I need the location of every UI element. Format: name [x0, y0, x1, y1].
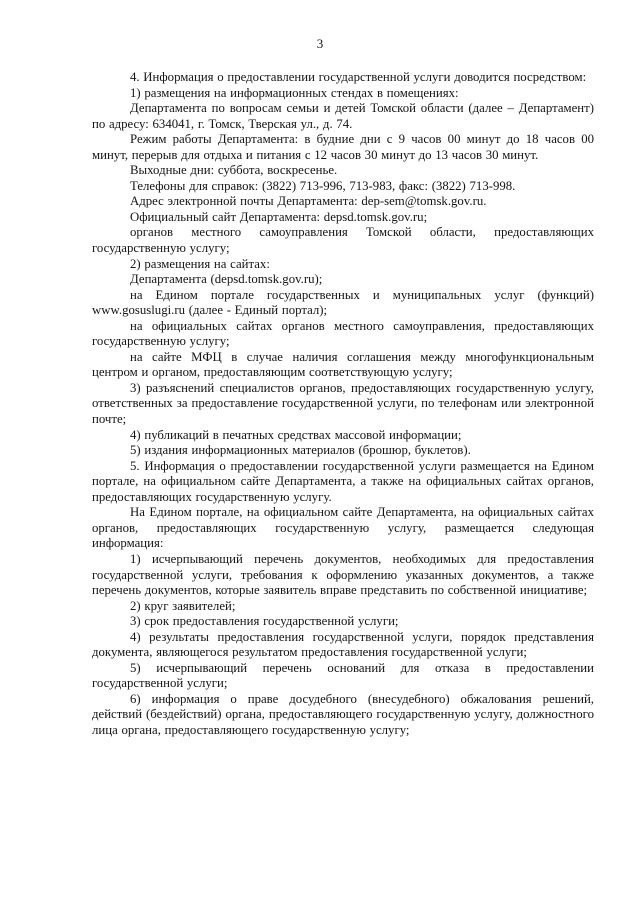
paragraph-4: 4. Информация о предоставлении государственной услуги доводится посредством: [130, 70, 587, 84]
list-item-documents: 1) исчерпывающий перечень документов, необходимых для предоставления государственной услуги, требования к оформлению указанных документов, а также перечень документов, которые заявитель вправе представить по собственной инициативе; [92, 551, 594, 598]
paragraph-portal-info: На Едином портале, на официальном сайте Департамента, на официальных сайтах органов, предоставляющих государственную услугу, размещается следующая информация: [92, 505, 594, 551]
paragraph-days-off: Выходные дни: суббота, воскресенье. [130, 163, 338, 178]
list-item-appeal: 6) информация о праве досудебного (внесудебного) обжалования решений, действий (бездействий) органа, предоставляющего государственную услугу, должностного лица органа, предоставляющего государственную услугу; [92, 691, 594, 737]
paragraph-specialists: 3) разъяснений специалистов органов, предоставляющих государственную услугу, ответственных за предоставление государственной услуги, по телефонам или электронной почте; [92, 380, 594, 427]
paragraph-mfc-site: на сайте МФЦ в случае наличия соглашения между многофункциональным центром и органом, предоставляющим соответствующую услугу; [92, 349, 594, 380]
paragraph-website: Официальный сайт Департамента: depsd.tomsk.gov.ru; [130, 209, 428, 224]
paragraph-official-sites: на официальных сайтах органов местного самоуправления, предоставляющих государственную услугу; [92, 318, 594, 349]
list-item-applicants: 2) круг заявителей; [130, 598, 236, 613]
paragraph-stands: 1) размещения на информационных стендах в помещениях: [130, 85, 459, 100]
paragraph-department-site: Департамента (depsd.tomsk.gov.ru); [130, 272, 323, 287]
paragraph-materials: 5) издания информационных материалов (брошюр, буклетов). [130, 443, 471, 458]
paragraph-sites: 2) размещения на сайтах: [130, 256, 270, 271]
list-item-refusal-grounds: 5) исчерпывающий перечень оснований для отказа в предоставлении государственной услуги; [92, 660, 594, 691]
paragraph-email: Адрес электронной почты Департамента: dep-sem@tomsk.gov.ru. [130, 194, 487, 209]
paragraph-department-address: Департамента по вопросам семьи и детей Томской области (далее – Департамент) по адресу: 634041, г. Томск, Тверская ул., д. 74. [92, 101, 594, 131]
document-body [92, 70, 594, 739]
paragraph-publications: 4) публикаций в печатных средствах массовой информации; [130, 427, 462, 442]
paragraph-phones: Телефоны для справок: (3822) 713-996, 713-983, факс: (3822) 713-998. [130, 178, 516, 193]
paragraph-unified-portal: на Едином портале государственных и муниципальных услуг (функций) www.gosuslugi.ru (далее - Единый портал); [92, 287, 594, 318]
list-item-results: 4) результаты предоставления государственной услуги, порядок представления документа, являющегося результатом предоставления государственной услуги; [92, 629, 594, 660]
list-item-term: 3) срок предоставления государственной услуги; [130, 614, 399, 629]
paragraph-5: 5. Информация о предоставлении государственной услуги размещается на Едином портале, на официальном сайте Департамента, а также на официальных сайтах органов, предоставляющих государственную услугу. [92, 458, 594, 504]
paragraph-local-authorities: органов местного самоуправления Томской области, предоставляющих государственную услугу; [92, 225, 594, 256]
page-number: 3 [316, 36, 324, 51]
paragraph-working-hours: Режим работы Департамента: в будние дни с 9 часов 00 минут до 18 часов 00 минут, перерыв для отдыха и питания с 12 часов 30 минут до 13 часов 30 минут. [92, 132, 594, 162]
